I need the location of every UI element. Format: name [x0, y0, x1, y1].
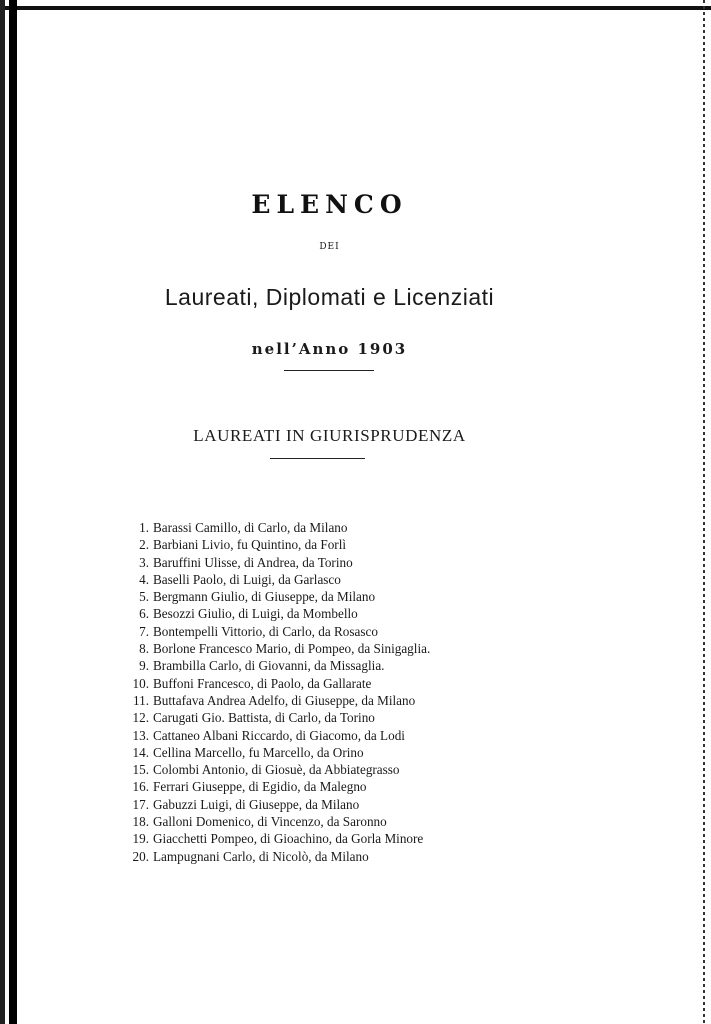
scan-left-edge — [0, 0, 5, 1024]
list-item — [117, 640, 430, 657]
entry-number: 20. — [132, 848, 149, 864]
entry-text: Besozzi Giulio, di Luigi, da Mombello — [153, 606, 358, 622]
list-item — [117, 692, 430, 709]
list-item — [117, 796, 430, 813]
title-connector: DEI — [319, 242, 340, 252]
entry-number: 7. — [139, 623, 149, 639]
entry-text: Brambilla Carlo, di Giovanni, da Missaglia. — [153, 658, 385, 674]
entry-text: Barassi Camillo, di Carlo, da Milano — [153, 520, 348, 535]
entry-text: Barbiani Livio, fu Quintino, da Forlì — [153, 537, 347, 553]
document-page — [17, 12, 697, 1024]
list-item — [117, 519, 430, 536]
entry-number: 12. — [132, 710, 149, 726]
list-item — [117, 813, 430, 830]
entry-text: Buttafava Andrea Adelfo, di Giuseppe, da Milano — [153, 692, 416, 708]
entry-text: Bontempelli Vittorio, di Carlo, da Rosasco — [153, 623, 378, 639]
entry-text: Cattaneo Albani Riccardo, di Giacomo, da Lodi — [153, 727, 405, 743]
entry-number: 3. — [139, 554, 149, 570]
list-item — [117, 848, 430, 865]
entry-text: Baruffini Ulisse, di Andrea, da Torino — [153, 554, 353, 570]
scan-top-line — [0, 6, 711, 10]
entry-text: Baselli Paolo, di Luigi, da Garlasco — [153, 571, 341, 587]
document-title: ELENCO — [251, 190, 408, 219]
list-item — [117, 778, 430, 795]
list-item — [117, 536, 430, 553]
document-subtitle: Laureati, Diplomati e Licenziati — [164, 284, 495, 310]
divider-rule — [284, 370, 374, 371]
entry-number: 2. — [139, 537, 149, 553]
entry-text: Borlone Francesco Mario, di Pompeo, da Sinigaglia. — [153, 641, 431, 657]
list-item — [117, 761, 430, 778]
scan-border-top — [0, 0, 711, 12]
entry-number: 18. — [132, 814, 149, 830]
entry-number: 10. — [132, 675, 149, 691]
list-item — [117, 623, 430, 640]
entry-number: 16. — [132, 779, 149, 795]
entry-number: 15. — [132, 762, 149, 778]
entry-text: Colombi Antonio, di Giosuè, da Abbiategrasso — [153, 762, 400, 778]
entry-number: 14. — [132, 744, 149, 760]
entry-text: Carugati Gio. Battista, di Carlo, da Torino — [153, 710, 375, 726]
entry-number: 19. — [132, 831, 149, 847]
list-item — [117, 554, 430, 571]
divider-rule — [270, 458, 365, 459]
entry-text: Ferrari Giuseppe, di Egidio, da Malegno — [153, 779, 367, 795]
entry-number: 9. — [139, 658, 149, 674]
entry-number: 13. — [132, 727, 149, 743]
entry-number: 6. — [139, 606, 149, 622]
entry-number: 1. — [139, 520, 149, 535]
entry-text: Giacchetti Pompeo, di Gioachino, da Gorla Minore — [153, 831, 424, 847]
entry-number: 4. — [139, 571, 149, 587]
entry-text: Bergmann Giulio, di Giuseppe, da Milano — [153, 589, 376, 605]
entry-text: Gabuzzi Luigi, di Giuseppe, da Milano — [153, 796, 360, 812]
entry-text: Cellina Marcello, fu Marcello, da Orino — [153, 744, 364, 760]
entry-number: 8. — [139, 641, 149, 657]
entry-number: 5. — [139, 589, 149, 605]
list-item — [117, 588, 430, 605]
list-item — [117, 605, 430, 622]
entry-number: 11. — [133, 692, 149, 708]
list-item — [117, 571, 430, 588]
entry-number: 17. — [132, 796, 149, 812]
entry-text: Galloni Domenico, di Vincenzo, da Saronno — [153, 814, 387, 830]
year-line: nell’Anno 1903 — [251, 340, 408, 358]
entry-text: Buffoni Francesco, di Paolo, da Gallarate — [153, 675, 372, 691]
list-item — [117, 709, 430, 726]
scan-right-edge — [703, 0, 705, 1024]
list-item — [117, 744, 430, 761]
graduate-list — [117, 519, 430, 865]
list-item — [117, 830, 430, 847]
list-item — [117, 727, 430, 744]
list-item — [117, 675, 430, 692]
list-item — [117, 657, 430, 674]
scan-left-line — [9, 0, 17, 1024]
entry-text: Lampugnani Carlo, di Nicolò, da Milano — [153, 848, 369, 864]
section-title: LAUREATI IN GIURISPRUDENZA — [193, 426, 466, 445]
